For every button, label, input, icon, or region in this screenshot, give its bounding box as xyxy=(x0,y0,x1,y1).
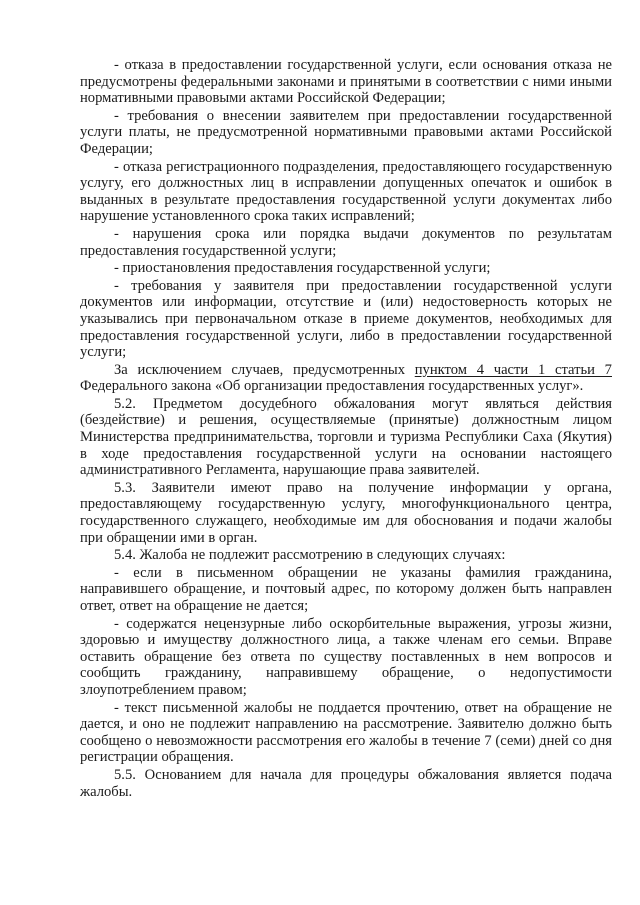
paragraph-5-3: 5.3. Заявители имеют право на получение информации у органа, предоставляющему государственную услугу, многофункционального центра, государственного служащего, необходимые им для обоснования и подачи жалобы при обращении ими в орган. xyxy=(80,479,612,546)
paragraph-unreadable: - текст письменной жалобы не поддается прочтению, ответ на обращение не дается, и оно не подлежит направлению на рассмотрение. Заявителю должно быть сообщено о невозможности рассмотрения его жалобы в течение 7 (семи) дней со дня регистрации обращения. xyxy=(80,699,612,766)
paragraph-offensive-content: - содержатся нецензурные либо оскорбительные выражения, угрозы жизни, здоровью и имуществу должностного лица, а также членам его семьи. Вправе оставить обращение без ответа по существу поставленных в нем вопросов и сообщить гражданину, направившему обращение, о недопустимости злоупотреблением правом; xyxy=(80,615,612,698)
paragraph-5-4: 5.4. Жалоба не подлежит рассмотрению в следующих случаях: xyxy=(114,547,506,564)
paragraph-correction-refusal: - отказа регистрационного подразделения, предоставляющего государственную услугу, его должностных лиц в исправлении допущенных опечаток и ошибок в выданных в результате предоставления государственной услуги документах либо нарушение установленного срока таких исправлений; xyxy=(80,158,612,225)
paragraph-refusal-basis: - отказа в предоставлении государственной услуги, если основания отказа не предусмотрены федеральными законами и принятыми в соответствии с ними иными нормативными правовыми актами Российской Федерации; xyxy=(80,57,612,107)
exception-text-before: За исключением случаев, предусмотренных xyxy=(114,361,415,378)
paragraph-suspension: - приостановления предоставления государственной услуги; xyxy=(114,260,491,277)
exception-text-after: Федерального закона «Об организации предоставления государственных услуг». xyxy=(80,378,584,395)
paragraph-document-requirement: - требования у заявителя при предоставлении государственной услуги документов или информации, отсутствие и (или) недостоверность которых не указывались при первоначальном отказе в приеме документов, необходимых для предоставления государственной услуги, либо в предоставлении государственной услуги; xyxy=(80,277,612,361)
paragraph-payment-requirement: - требования о внесении заявителем при предоставлении государственной услуги платы, не предусмотренной нормативными правовыми актами Российской Федерации; xyxy=(80,107,612,157)
paragraph-5-5: 5.5. Основанием для начала для процедуры обжалования является подача жалобы. xyxy=(80,766,612,800)
paragraph-no-surname: - если в письменном обращении не указаны фамилия гражданина, направившего обращение, и почтовый адрес, по которому должен быть направлен ответ, ответ на обращение не дается; xyxy=(80,564,612,614)
paragraph-issuance-violation: - нарушения срока или порядка выдачи документов по результатам предоставления государственной услуги; xyxy=(80,225,612,259)
law-article-link[interactable]: пунктом 4 части 1 статьи 7 xyxy=(414,361,612,378)
paragraph-exception xyxy=(80,362,612,395)
paragraph-5-2: 5.2. Предметом досудебного обжалования могут являться действия (бездействие) и решения, осуществляемые (принятые) должностным лицом Министерства предпринимательства, торговли и туризма Республики Саха (Якутия) в ходе предоставления государственной услуги на основании настоящего административного Регламента, нарушающие права заявителей. xyxy=(80,395,612,479)
